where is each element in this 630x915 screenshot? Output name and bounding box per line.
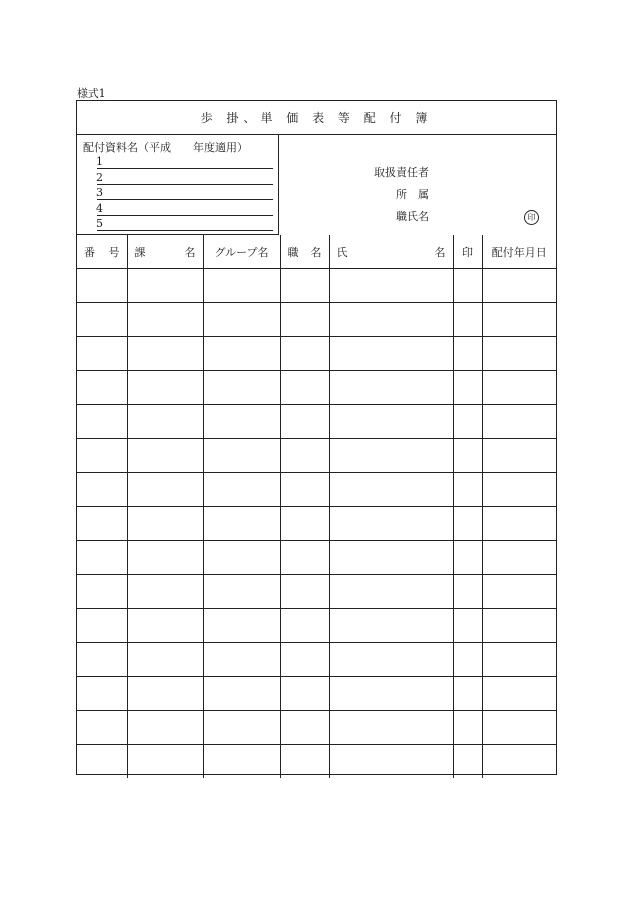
table-cell[interactable] [482, 405, 556, 439]
table-cell[interactable] [482, 337, 556, 371]
table-cell[interactable] [280, 643, 329, 677]
col-group: グループ名 [203, 235, 280, 269]
table-cell[interactable] [280, 575, 329, 609]
table-cell[interactable] [482, 609, 556, 643]
seal-icon: 印 [524, 210, 539, 225]
table-row [77, 745, 556, 779]
table-row [77, 677, 556, 711]
table-cell[interactable] [453, 405, 482, 439]
table-cell[interactable] [280, 507, 329, 541]
distributed-documents-box [77, 134, 279, 235]
table-cell[interactable] [453, 541, 482, 575]
table-row [77, 269, 556, 303]
table-cell[interactable] [127, 711, 203, 745]
table-cell[interactable] [77, 269, 127, 303]
table-cell[interactable] [127, 609, 203, 643]
table-cell[interactable] [329, 371, 453, 405]
table-cell[interactable] [127, 269, 203, 303]
table-cell[interactable] [453, 507, 482, 541]
document-line-2[interactable] [97, 170, 273, 185]
table-cell[interactable] [329, 745, 453, 779]
document-line-5[interactable] [97, 216, 273, 231]
table-cell[interactable] [280, 269, 329, 303]
table-body [77, 269, 556, 779]
table-cell[interactable] [77, 643, 127, 677]
table-cell[interactable] [329, 711, 453, 745]
table-cell[interactable] [482, 439, 556, 473]
table-cell[interactable] [127, 439, 203, 473]
form-number-label: 様式1 [77, 87, 106, 100]
table-cell[interactable] [453, 609, 482, 643]
table-cell[interactable] [77, 405, 127, 439]
table-cell[interactable] [77, 337, 127, 371]
table-cell[interactable] [482, 371, 556, 405]
table-cell[interactable] [280, 439, 329, 473]
table-cell[interactable] [280, 711, 329, 745]
table-cell[interactable] [77, 677, 127, 711]
table-cell[interactable] [329, 609, 453, 643]
table-cell[interactable] [127, 507, 203, 541]
table-row [77, 337, 556, 371]
table-cell[interactable] [329, 439, 453, 473]
table-cell[interactable] [203, 711, 280, 745]
distribution-register-form [76, 100, 557, 775]
table-cell[interactable] [203, 303, 280, 337]
table-cell[interactable] [203, 677, 280, 711]
table-cell[interactable] [329, 507, 453, 541]
col-section: 課 名 [127, 235, 203, 269]
table-cell[interactable] [77, 303, 127, 337]
table-cell[interactable] [77, 541, 127, 575]
table-cell[interactable] [280, 371, 329, 405]
table-cell[interactable] [203, 541, 280, 575]
document-line-number: 4 [96, 201, 103, 215]
table-cell[interactable] [280, 541, 329, 575]
name-label: 職氏名 [396, 210, 429, 223]
table-cell[interactable] [203, 405, 280, 439]
table-cell[interactable] [77, 507, 127, 541]
table-cell[interactable] [127, 405, 203, 439]
table-cell[interactable] [77, 371, 127, 405]
table-cell[interactable] [453, 303, 482, 337]
table-cell[interactable] [127, 575, 203, 609]
table-cell[interactable] [482, 575, 556, 609]
table-cell[interactable] [482, 473, 556, 507]
table-cell[interactable] [329, 541, 453, 575]
table-cell[interactable] [203, 439, 280, 473]
table-cell[interactable] [77, 473, 127, 507]
table-cell[interactable] [203, 609, 280, 643]
table-cell[interactable] [329, 677, 453, 711]
col-position: 職 名 [280, 235, 329, 269]
table-cell[interactable] [453, 439, 482, 473]
col-seal: 印 [453, 235, 482, 269]
form-title: 歩 掛、単 価 表 等 配 付 簿 [77, 101, 556, 135]
table-cell[interactable] [280, 745, 329, 779]
table-cell[interactable] [482, 643, 556, 677]
affiliation-label: 所 属 [396, 188, 429, 201]
table-row [77, 609, 556, 643]
table-cell[interactable] [453, 371, 482, 405]
table-cell[interactable] [203, 745, 280, 779]
document-line-number: 1 [96, 155, 103, 168]
table-row [77, 541, 556, 575]
table-cell[interactable] [280, 337, 329, 371]
table-cell[interactable] [203, 507, 280, 541]
table-cell[interactable] [453, 575, 482, 609]
table-cell[interactable] [127, 371, 203, 405]
table-cell[interactable] [127, 745, 203, 779]
document-line-number: 5 [96, 217, 103, 230]
table-cell[interactable] [203, 473, 280, 507]
table-cell[interactable] [482, 677, 556, 711]
handler-label: 取扱責任者 [374, 166, 429, 179]
table-cell[interactable] [329, 575, 453, 609]
col-name: 氏 名 [329, 235, 453, 269]
table-cell[interactable] [77, 609, 127, 643]
table-row [77, 371, 556, 405]
table-cell[interactable] [329, 405, 453, 439]
table-cell[interactable] [453, 677, 482, 711]
table-cell[interactable] [453, 269, 482, 303]
document-line-number: 2 [96, 170, 103, 184]
document-line-4[interactable] [97, 201, 273, 216]
table-cell[interactable] [329, 303, 453, 337]
table-cell[interactable] [329, 337, 453, 371]
document-line-3[interactable] [97, 185, 273, 200]
table-row [77, 439, 556, 473]
table-cell[interactable] [203, 269, 280, 303]
table-cell[interactable] [280, 303, 329, 337]
col-date: 配付年月日 [482, 235, 556, 269]
table-row [77, 643, 556, 677]
table-cell[interactable] [203, 643, 280, 677]
table-cell[interactable] [77, 439, 127, 473]
table-row [77, 711, 556, 745]
table-cell[interactable] [482, 507, 556, 541]
table-row [77, 405, 556, 439]
table-cell[interactable] [482, 269, 556, 303]
table-cell[interactable] [329, 643, 453, 677]
table-header-row [77, 235, 556, 269]
table-cell[interactable] [453, 711, 482, 745]
table-cell[interactable] [77, 745, 127, 779]
table-cell[interactable] [329, 269, 453, 303]
table-cell[interactable] [127, 677, 203, 711]
document-line-1[interactable] [97, 154, 273, 169]
table-row [77, 575, 556, 609]
table-cell[interactable] [203, 337, 280, 371]
table-cell[interactable] [280, 677, 329, 711]
table-cell[interactable] [453, 643, 482, 677]
table-cell[interactable] [77, 575, 127, 609]
table-cell[interactable] [453, 745, 482, 779]
table-cell[interactable] [77, 711, 127, 745]
col-number: 番 号 [77, 235, 127, 269]
table-cell[interactable] [203, 371, 280, 405]
table-row [77, 473, 556, 507]
table-cell[interactable] [127, 643, 203, 677]
table-cell[interactable] [280, 405, 329, 439]
table-cell[interactable] [482, 303, 556, 337]
table-cell[interactable] [453, 337, 482, 371]
table-cell[interactable] [280, 609, 329, 643]
table-cell[interactable] [329, 473, 453, 507]
table-cell[interactable] [203, 575, 280, 609]
table-cell[interactable] [127, 473, 203, 507]
table-cell[interactable] [127, 337, 203, 371]
table-row [77, 303, 556, 337]
table-cell[interactable] [453, 473, 482, 507]
table-cell[interactable] [482, 711, 556, 745]
table-cell[interactable] [127, 541, 203, 575]
table-cell[interactable] [127, 303, 203, 337]
table-cell[interactable] [482, 541, 556, 575]
table-row [77, 507, 556, 541]
distributed-documents-heading: 配付資料名（平成 年度適用） [83, 141, 248, 154]
table-cell[interactable] [482, 745, 556, 779]
document-line-number: 3 [96, 186, 103, 199]
distribution-table [77, 235, 556, 778]
table-cell[interactable] [280, 473, 329, 507]
